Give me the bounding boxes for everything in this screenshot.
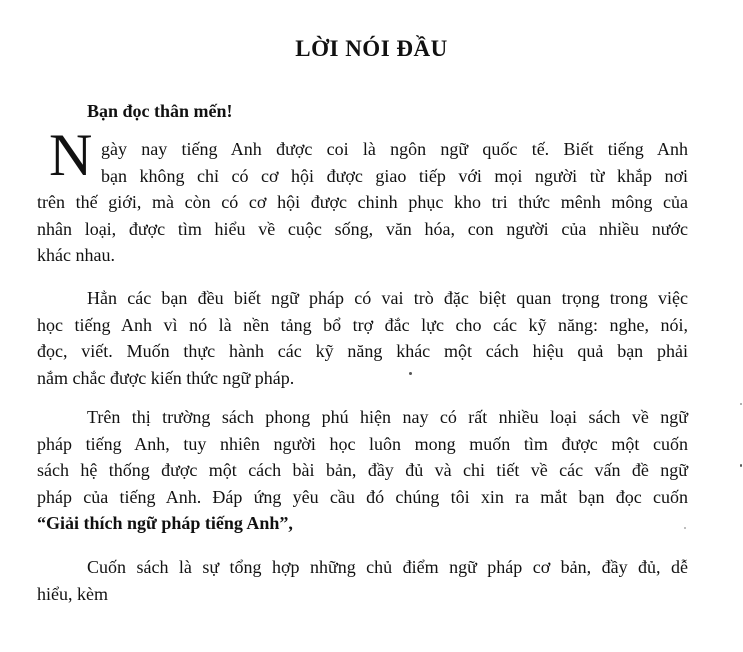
text-line: Trên thị trường sách phong phú hiện nay có rất nhiều loại sách về ngữ [87, 407, 688, 427]
text-line: sách hệ thống được một cách bài bản, đầy đủ và chi tiết về các vấn đề ngữ [37, 460, 688, 480]
salutation: Bạn đọc thân mến! [87, 101, 233, 121]
text-line: Hẳn các bạn đều biết ngữ pháp có vai trò đặc biệt quan trọng trong việc [87, 288, 688, 308]
scan-speck [684, 527, 686, 529]
scan-speck [740, 464, 742, 467]
text-line: khác nhau. [37, 245, 115, 265]
text-line: nắm chắc được kiến thức ngữ pháp. [37, 367, 295, 388]
text-line: đọc, viết. Muốn thực hành các kỹ năng khác một cách hiệu quả bạn phải [37, 341, 688, 361]
book-title: “Giải thích ngữ pháp tiếng Anh”, [37, 513, 293, 533]
paragraph-2 [37, 285, 688, 391]
text-line: bạn không chỉ có cơ hội được giao tiếp với mọi người từ khắp nơi [101, 165, 688, 186]
paragraph-1-dropcap-lines [101, 136, 688, 189]
text-line: hiểu, kèm [37, 583, 108, 604]
paragraph-3 [37, 404, 688, 537]
page-title: LỜI NÓI ĐẦU [295, 36, 448, 61]
paragraph-1 [37, 189, 688, 269]
text-line: pháp tiếng Anh, tuy nhiên người học luôn mong muốn tìm được một cuốn [37, 433, 688, 454]
text-line: nhân loại, được tìm hiểu về cuộc sống, văn hóa, con người của nhiều nước [37, 218, 688, 239]
paragraph-4 [37, 554, 688, 607]
text-line: pháp của tiếng Anh. Đáp ứng yêu cầu đó chúng tôi xin ra mắt bạn đọc cuốn [37, 486, 688, 507]
text-line: học tiếng Anh vì nó là nền tảng bổ trợ đắc lực cho các kỹ năng: nghe, nói, [37, 314, 688, 335]
text-line: Cuốn sách là sự tổng hợp những chủ điểm ngữ pháp cơ bản, đầy đủ, dễ [87, 557, 688, 577]
text-line: gày nay tiếng Anh được coi là ngôn ngữ quốc tế. Biết tiếng Anh [101, 139, 688, 159]
scan-speck [740, 403, 742, 405]
text-line: trên thế giới, mà còn có cơ hội được chinh phục kho tri thức mênh mông của [37, 192, 688, 212]
scan-speck [409, 372, 412, 375]
drop-cap: N [49, 122, 93, 188]
